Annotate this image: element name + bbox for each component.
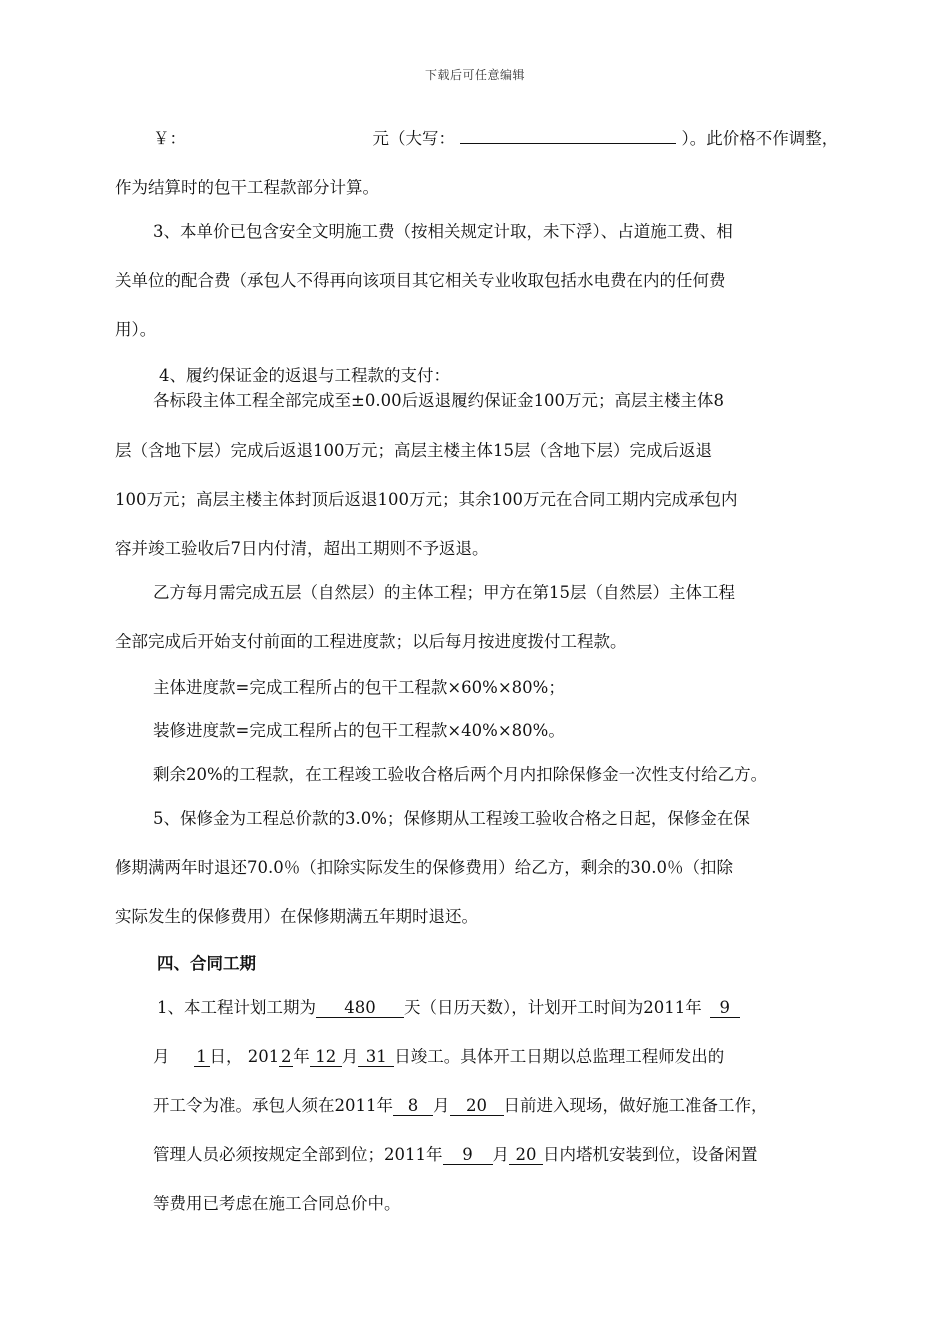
paragraph-line: 作为结算时的包干工程款部分计算。 [115,178,379,197]
paragraph-line: 关单位的配合费（承包人不得再向该项目其它相关专业收取包括水电费在内的任何费 [115,271,726,290]
end-day: 31 [358,1048,394,1067]
paragraph-line: 容并竣工验收后7日内付清，超出工期则不予返退。 [115,539,489,558]
paragraph-line: 5、保修金为工程总价款的3.0%；保修期从工程竣工验收合格之日起，保修金在保 [153,809,750,828]
crane-month: 9 [443,1146,493,1165]
paragraph-line: 层（含地下层）完成后返退100万元；高层主楼主体15层（含地下层）完成后返退 [115,441,712,460]
paragraph-line: 各标段主体工程全部完成至±0.00后返退履约保证金100万元；高层主楼主体8 [153,391,725,410]
schedule-line [153,1046,724,1068]
schedule-line [153,1095,768,1117]
text-segment: 月 [492,1145,509,1164]
paragraph-line: 实际发生的保修费用）在保修期满五年期时退还。 [115,907,478,926]
price-tail: ）。此价格不作调整， [681,129,839,148]
yuan-label: 元（大写： [372,129,455,148]
text-segment: 管理人员必须按规定全部到位；2011年 [153,1145,443,1164]
paragraph-line: 全部完成后开始支付前面的工程进度款；以后每月按进度拨付工程款。 [115,632,627,651]
text-segment: 日内塔机安装到位，设备闲置 [543,1145,758,1164]
price-line [153,128,838,150]
page-header: 下载后可任意编辑 [424,68,525,82]
end-month: 12 [310,1048,342,1067]
text-segment: 年 [293,1047,310,1066]
schedule-line [153,1144,758,1166]
text-segment: 天（日历天数），计划开工时间为2011年 [404,998,702,1017]
end-year-digit: 2 [281,1047,292,1066]
paragraph-line: 主体进度款=完成工程所占的包干工程款×60%×80%； [153,678,565,697]
paragraph-line: 等费用已考虑在施工合同总价中。 [153,1194,401,1213]
text-segment: 日， 201 [209,1047,280,1066]
duration-days: 480 [316,999,404,1018]
paragraph-line: 修期满两年时退还70.0％（扣除实际发生的保修费用）给乙方，剩余的30.0％（扣除 [115,858,733,877]
text-segment: 月 [433,1096,450,1115]
schedule-line [157,997,740,1019]
paragraph-line: 剩余20%的工程款，在工程竣工验收合格后两个月内扣除保修金一次性支付给乙方。 [153,765,768,784]
crane-day: 20 [509,1146,543,1165]
paragraph-line: 100万元；高层主楼主体封顶后返退100万元；其余100万元在合同工期内完成承包内 [115,490,738,509]
paragraph-line: 3、本单价已包含安全文明施工费（按相关规定计取，未下浮）、占道施工费、相 [153,222,733,241]
text-segment: 日前进入现场，做好施工准备工作， [503,1096,768,1115]
section-heading: 四、合同工期 [157,954,256,973]
paragraph-line: 乙方每月需完成五层（自然层）的主体工程；甲方在第15层（自然层）主体工程 [153,583,735,602]
entry-day: 20 [450,1097,504,1116]
amount-blank [460,143,676,144]
text-segment: 开工令为准。承包人须在2011年 [153,1096,393,1115]
text-segment: 月 [341,1047,359,1066]
start-month: 9 [710,999,740,1018]
text-segment: 月 [153,1047,170,1066]
start-day: 1 [194,1048,210,1067]
paragraph-line: 装修进度款=完成工程所占的包干工程款×40%×80%。 [153,721,565,740]
clause-heading: 4、履约保证金的返退与工程款的支付： [159,366,450,385]
paragraph-line: 用）。 [115,320,157,339]
text-segment: 1、本工程计划工期为 [157,998,316,1017]
entry-month: 8 [393,1097,433,1116]
text-segment: 日竣工。具体开工日期以总监理工程师发出的 [394,1047,725,1066]
yen-label: ￥： [153,129,186,148]
